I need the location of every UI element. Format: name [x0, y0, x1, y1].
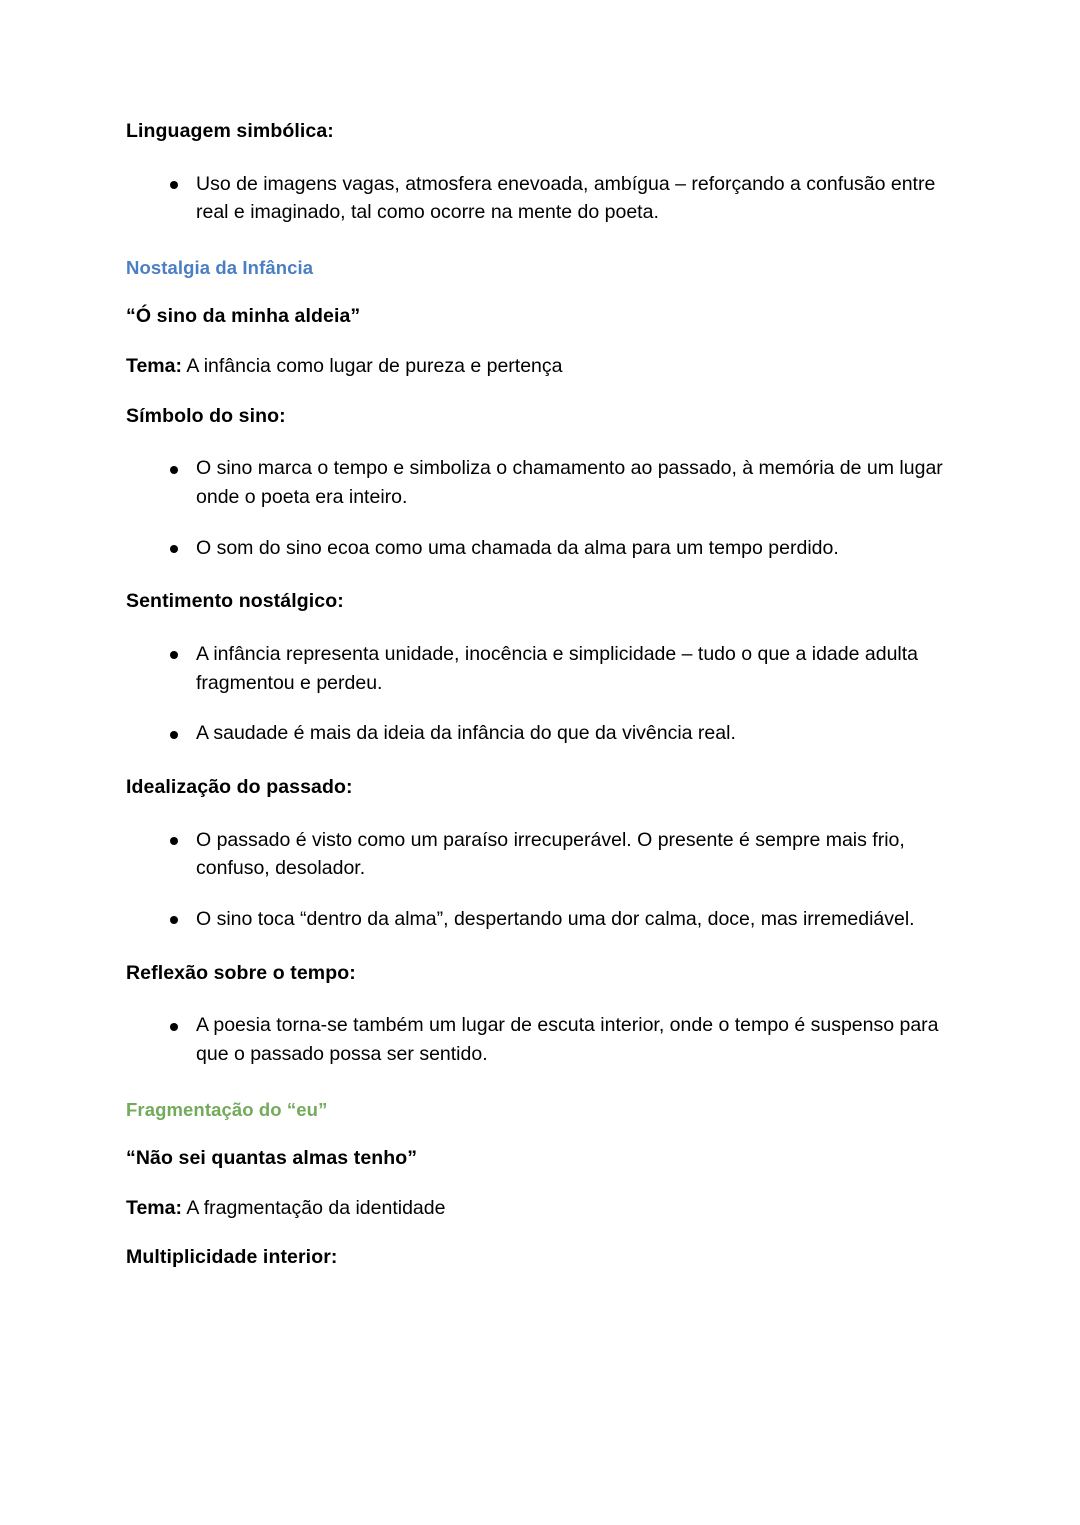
- section-heading: Fragmentação do “eu”: [126, 1098, 328, 1120]
- theme-line: [126, 353, 944, 381]
- subheading: Símbolo do sino:: [126, 404, 286, 427]
- block-spacer: [126, 808, 944, 826]
- theme-label: Tema:: [126, 1196, 182, 1219]
- bullet-dot-icon: [170, 916, 178, 924]
- theme-line: [126, 1195, 944, 1223]
- block-spacer: [126, 748, 944, 774]
- bullet-dot-icon: [170, 466, 178, 474]
- subheading: Multiplicidade interior:: [126, 1246, 338, 1269]
- list-item: [126, 454, 944, 511]
- list-item-text: A infância representa unidade, inocência e simplicidade – tudo o que a idade adulta fragmentou e perdeu.: [196, 642, 919, 694]
- subheading: Idealização do passado:: [126, 775, 353, 798]
- bullet-dot-icon: [170, 651, 178, 659]
- theme-value: A fragmentação da identidade: [182, 1196, 446, 1219]
- list-item: [126, 1011, 944, 1068]
- block-spacer: [126, 934, 944, 960]
- bullet-dot-icon: [170, 545, 178, 553]
- bullet-list: [126, 640, 944, 748]
- poem-title: “Ó sino da minha aldeia”: [126, 305, 361, 328]
- list-item-text: A saudade é mais da ideia da infância do que da vivência real.: [196, 722, 736, 745]
- theme-label: Tema:: [126, 354, 182, 377]
- block-spacer: [126, 436, 944, 454]
- block-spacer: [126, 227, 944, 255]
- block-spacer: [126, 1222, 944, 1244]
- list-item-text: O passado é visto como um paraíso irrecuperável. O presente é sempre mais frio, confuso, desolador.: [196, 828, 905, 880]
- block-spacer: [126, 1123, 944, 1145]
- block-spacer: [126, 622, 944, 640]
- subheading: Linguagem simbólica:: [126, 120, 334, 142]
- block-spacer: [126, 562, 944, 588]
- subheading: Reflexão sobre o tempo:: [126, 961, 356, 984]
- bullet-dot-icon: [170, 1023, 178, 1031]
- bullet-dot-icon: [170, 837, 178, 845]
- block-spacer: [126, 331, 944, 353]
- list-item: [126, 905, 944, 934]
- block-spacer: [126, 1069, 944, 1097]
- list-item-text: O sino marca o tempo e simboliza o chamamento ao passado, à memória de um lugar onde o poeta era inteiro.: [196, 457, 943, 508]
- bullet-list: [126, 1011, 944, 1068]
- list-item-text: A poesia torna-se também um lugar de escuta interior, onde o tempo é suspenso para que o passado possa ser sentido.: [196, 1014, 939, 1065]
- list-item-text: O sino toca “dentro da alma”, despertando uma dor calma, doce, mas irremediável.: [196, 907, 915, 930]
- list-item: [126, 719, 944, 748]
- block-spacer: [126, 993, 944, 1011]
- bullet-list: [126, 826, 944, 934]
- block-spacer: [126, 381, 944, 403]
- block-spacer: [126, 1173, 944, 1195]
- document-body: [126, 118, 944, 1278]
- section-heading: Nostalgia da Infância: [126, 257, 314, 278]
- bullet-dot-icon: [170, 731, 178, 739]
- bullet-dot-icon: [170, 181, 178, 189]
- bullet-list: [126, 454, 944, 562]
- block-spacer: [126, 152, 944, 170]
- subheading: Sentimento nostálgico:: [126, 590, 344, 613]
- list-item-text: O som do sino ecoa como uma chamada da alma para um tempo perdido.: [196, 536, 839, 559]
- list-item: [126, 640, 944, 697]
- poem-title: “Não sei quantas almas tenho”: [126, 1146, 418, 1169]
- list-item-text: Uso de imagens vagas, atmosfera enevoada, ambígua – reforçando a confusão entre real e imaginado, tal como ocorre na mente do poeta.: [196, 172, 936, 224]
- list-item: [126, 170, 944, 227]
- block-spacer: [126, 281, 944, 303]
- list-item: [126, 826, 944, 883]
- theme-value: A infância como lugar de pureza e pertença: [182, 354, 563, 377]
- bullet-list: [126, 170, 944, 227]
- list-item: [126, 534, 944, 563]
